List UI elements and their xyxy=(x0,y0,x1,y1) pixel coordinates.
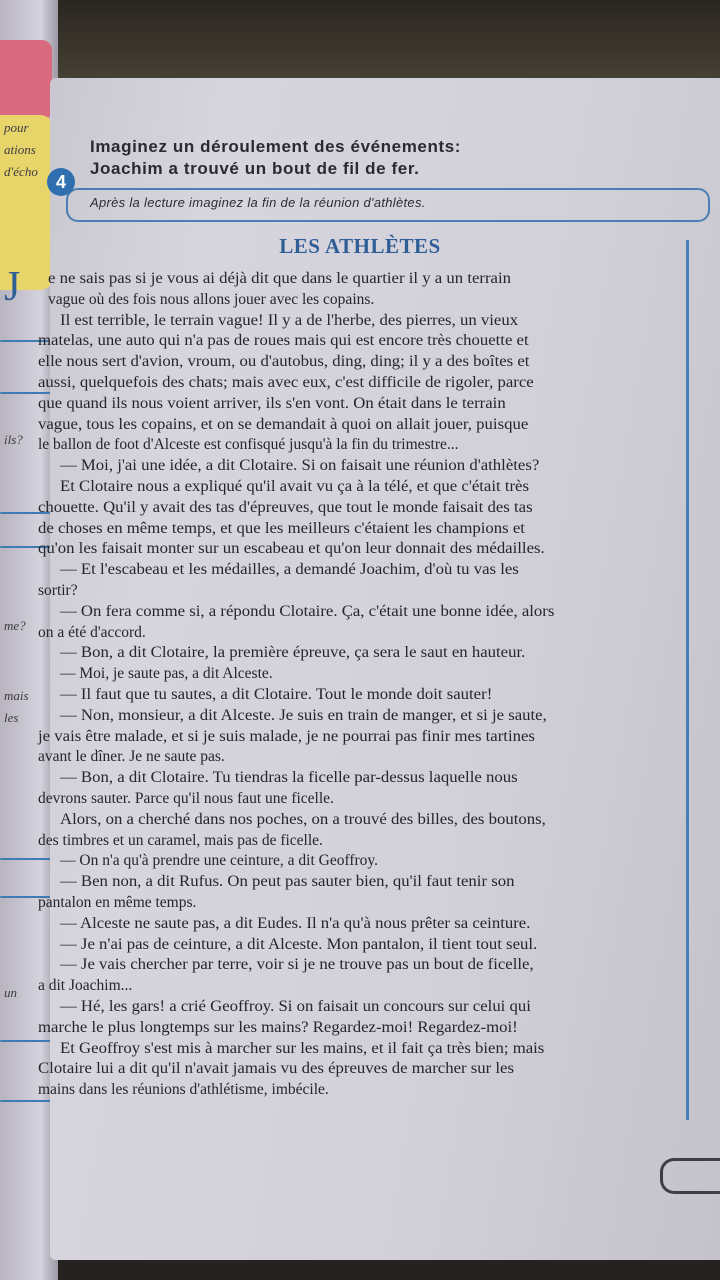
story-line: on a été d'accord. xyxy=(38,623,146,641)
left-fragment: ations xyxy=(4,142,36,157)
story-line: avant le dîner. Je ne saute pas. xyxy=(38,748,225,766)
story-line: mains dans les réunions d'athlétisme, imbécile. xyxy=(38,1081,329,1099)
left-page-rule xyxy=(0,1100,56,1102)
story-line: Et Geoffroy s'est mis à marcher sur les mains, et il fait ça très bien; mais xyxy=(60,1039,545,1057)
story-line: — Je n'ai pas de ceinture, a dit Alceste. Mon pantalon, il tient tout seul. xyxy=(60,935,538,953)
story-line: — On fera comme si, a répondu Clotaire. Ça, c'était une bonne idée, alors xyxy=(60,602,555,620)
story-line: de choses en même temps, et que les meilleurs c'étaient les champions et xyxy=(38,519,525,537)
story-line: — Il faut que tu sautes, a dit Clotaire. Tout le monde doit sauter! xyxy=(60,686,493,703)
left-page-rule xyxy=(0,392,56,394)
story-line: a dit Joachim... xyxy=(38,977,133,995)
story-line: — Moi, je saute pas, a dit Alceste. xyxy=(60,665,273,683)
story-line: pantalon en même temps. xyxy=(38,894,197,911)
left-fragment: d'écho xyxy=(4,164,38,179)
story-line: vague où des fois nous allons jouer avec les copains. xyxy=(48,290,375,308)
story-line: chouette. Qu'il y avait des tas d'épreuves, que tout le monde faisait des tas xyxy=(38,498,533,516)
story-line: qu'on les faisait monter sur un escabeau et qu'on leur donnait des médailles. xyxy=(38,540,545,558)
left-page-tab xyxy=(0,40,52,120)
story-line: elle nous sert d'avion, vroum, ou d'autobus, ding, ding; il y a des boîtes et xyxy=(38,353,530,371)
left-page-rule xyxy=(0,1040,56,1042)
story-line: Et Clotaire nous a expliqué qu'il avait vu ça à la télé, et que c'était très xyxy=(60,478,530,495)
story-line: — Je vais chercher par terre, voir si je ne trouve pas un bout de ficelle, xyxy=(60,956,534,974)
story-line: je vais être malade, et si je suis malade, je ne pourrai pas finir mes tartines xyxy=(38,727,535,745)
story-line: — Bon, a dit Clotaire, la première épreuve, ça sera le saut en hauteur. xyxy=(60,644,526,662)
left-fragment: un xyxy=(4,985,17,1000)
background-desk-bottom xyxy=(0,1258,720,1280)
story-line: — On n'a qu'à prendre une ceinture, a dit Geoffroy. xyxy=(60,852,379,870)
margin-rule xyxy=(686,240,689,1120)
story-line: le ballon de foot d'Alceste est confisqué jusqu'à la fin du trimestre... xyxy=(38,436,459,454)
page-number-box xyxy=(660,1158,720,1194)
task-title xyxy=(90,136,690,180)
story-line: des timbres et un caramel, mais pas de ficelle. xyxy=(38,831,323,849)
task-title-line-1: Imaginez un déroulement des événements: xyxy=(90,137,462,156)
story-line: Alors, on a cherché dans nos poches, on a trouvé des billes, des boutons, xyxy=(60,810,546,828)
story-line: aussi, quelquefois des chats; mais avec eux, c'est difficile de rigoler, parce xyxy=(38,374,534,391)
story-line: Il est terrible, le terrain vague! Il y a de l'herbe, des pierres, un vieux xyxy=(60,311,519,329)
task-number-badge: 4 xyxy=(47,168,75,196)
story-line: devrons sauter. Parce qu'il nous faut une ficelle. xyxy=(38,790,334,807)
story-line: — Ben non, a dit Rufus. On peut pas sauter bien, qu'il faut tenir son xyxy=(60,873,515,891)
left-fragment: les xyxy=(4,710,19,725)
story-line: — Et l'escabeau et les médailles, a demandé Joachim, d'où tu vas les xyxy=(60,561,519,579)
story-line: — Non, monsieur, a dit Alceste. Je suis en train de manger, et si je saute, xyxy=(60,706,547,724)
task-instruction: Après la lecture imaginez la fin de la réunion d'athlètes. xyxy=(90,195,426,210)
story-line: sortir? xyxy=(38,582,78,599)
story-line: — Moi, j'ai une idée, a dit Clotaire. Si on faisait une réunion d'athlètes? xyxy=(60,457,540,475)
left-fragment: pour xyxy=(4,120,29,135)
left-fragment: mais xyxy=(4,688,29,703)
story-line: vague, tous les copains, et on se demandait à quoi on allait jouer, puisque xyxy=(38,415,529,433)
left-page-rule xyxy=(0,858,56,860)
drop-cap: J xyxy=(4,264,21,310)
story-line: — Bon, a dit Clotaire. Tu tiendras la ficelle par-dessus laquelle nous xyxy=(60,769,518,787)
story-line: — Hé, les gars! a crié Geoffroy. Si on faisait un concours sur celui qui xyxy=(60,998,531,1015)
task-title-line-2: Joachim a trouvé un bout de fil de fer. xyxy=(90,159,420,178)
story-line: que quand ils nous voient arriver, ils s'en vont. On était dans le terrain xyxy=(38,394,506,412)
story-title: LES ATHLÈTES xyxy=(279,234,441,258)
story-line: marche le plus longtemps sur les mains? Regardez-moi! Regardez-moi! xyxy=(38,1018,518,1036)
story-line: matelas, une auto qui n'a pas de roues mais qui est encore très chouette et xyxy=(38,332,529,350)
story-line: Clotaire lui a dit qu'il n'avait jamais vu des épreuves de marcher sur les xyxy=(38,1060,515,1078)
left-fragment: me? xyxy=(4,618,26,633)
left-fragment: ils? xyxy=(4,432,23,447)
background-desk xyxy=(0,0,720,90)
story-line: e ne sais pas si je vous ai déjà dit que dans le quartier il y a un terrain xyxy=(48,270,511,287)
story-line: — Alceste ne saute pas, a dit Eudes. Il n'a qu'à nous prêter sa ceinture. xyxy=(60,914,531,932)
